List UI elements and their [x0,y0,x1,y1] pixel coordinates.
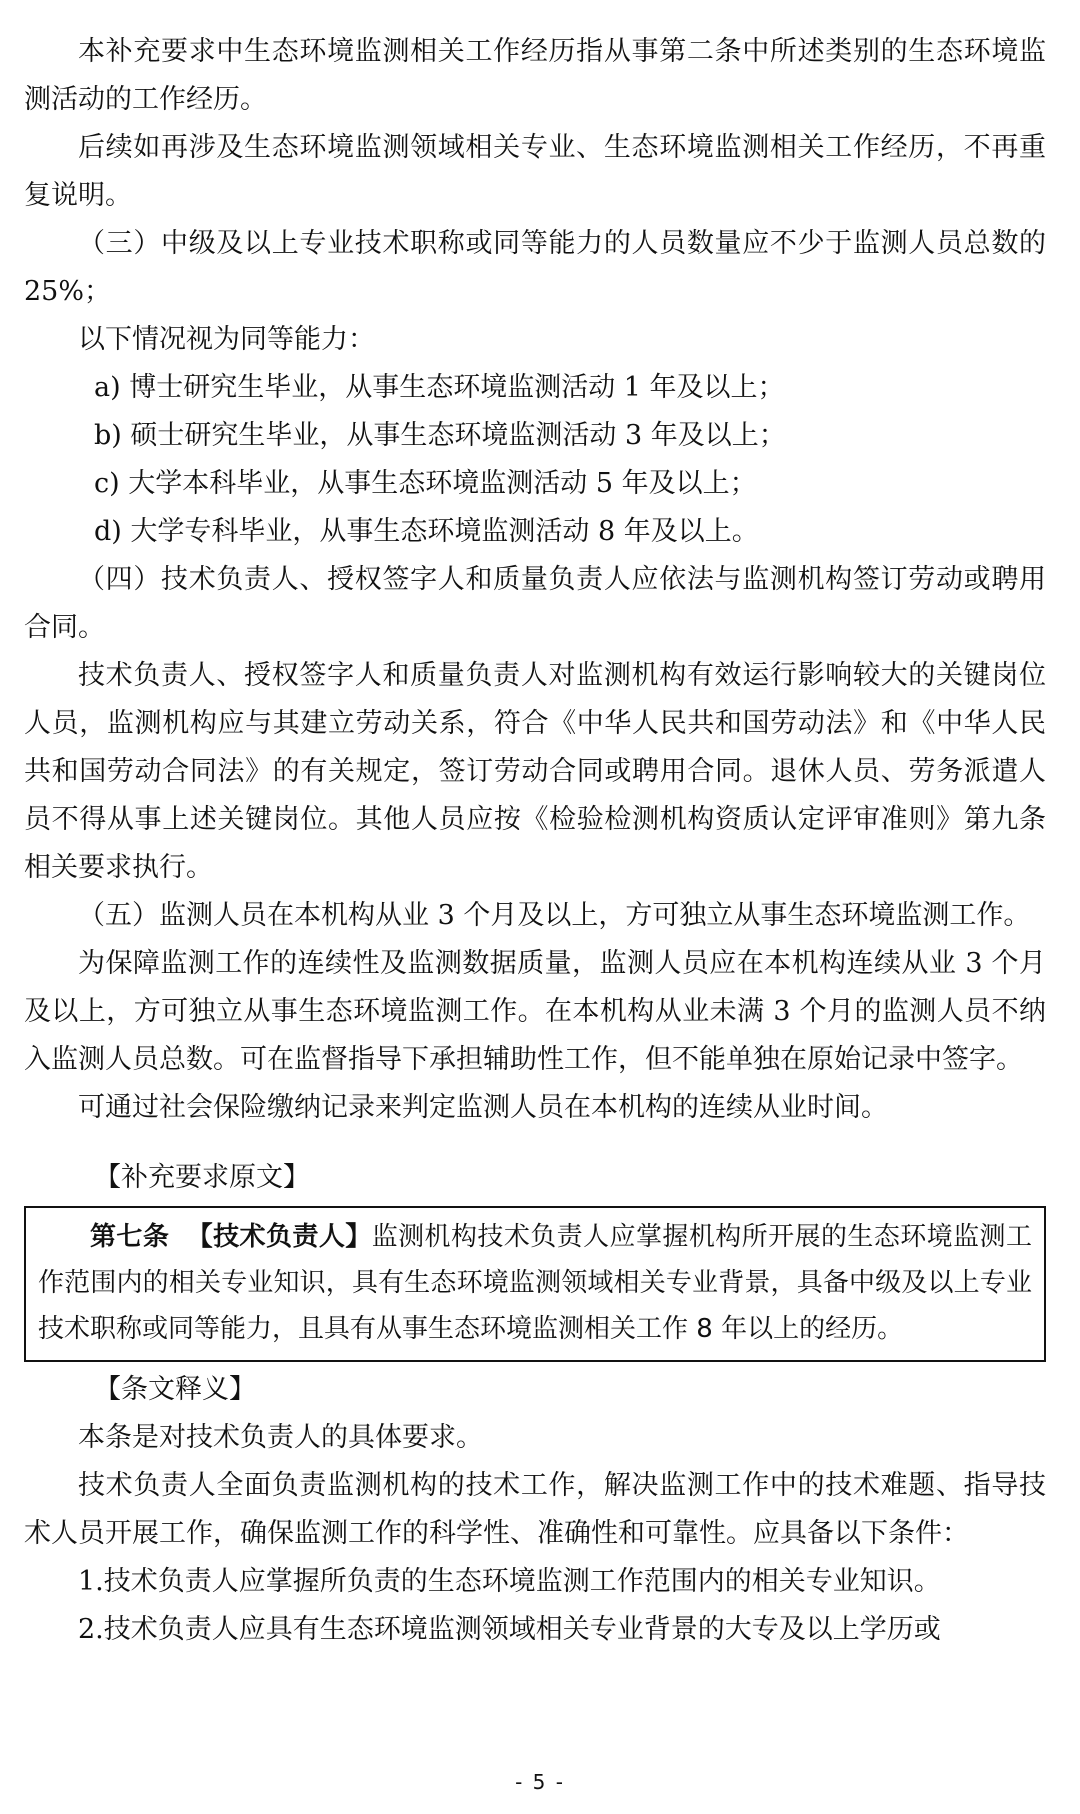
section-heading-original: 【补充要求原文】 [94,1162,310,1193]
list-item: c) 大学本科毕业，从事生态环境监测活动 5 年及以上； [94,468,757,499]
paragraph: 以下情况视为同等能力： [78,324,375,355]
boxed-article-text [38,1214,1032,1352]
paragraph: 1.技术负责人应掌握所负责的生态环境监测工作范围内的相关专业知识。 [78,1566,941,1597]
page-content [24,28,1046,1654]
paragraph: 技术负责人、授权签字人和质量负责人对监测机构有效运行影响较大的关键岗位人员，监测机构应与其建立劳动关系，符合《中华人民共和国劳动法》和《中华人民共和国劳动合同法》的有关规定，签订劳动合同或聘用合同。退休人员、劳务派遣人员不得从事上述关键岗位。其他人员应按《检验检测机构资质认定评审准则》第九条相关要求执行。 [24,660,1046,883]
list-item: b) 硕士研究生毕业，从事生态环境监测活动 3 年及以上； [94,420,786,451]
paragraph: 为保障监测工作的连续性及监测数据质量，监测人员应在本机构连续从业 3 个月及以上，方可独立从事生态环境监测工作。在本机构从业未满 3 个月的监测人员不纳入监测人员总数。可在监督指导下承担辅助性工作，但不能单独在原始记录中签字。 [24,948,1046,1075]
page-number: - 5 - [515,1770,565,1794]
paragraph: 可通过社会保险缴纳记录来判定监测人员在本机构的连续从业时间。 [78,1092,888,1123]
article-title: 【技术负责人】 [186,1222,372,1252]
paragraph: （五）监测人员在本机构从业 3 个月及以上，方可独立从事生态环境监测工作。 [78,900,1031,931]
paragraph: （三）中级及以上专业技术职称或同等能力的人员数量应不少于监测人员总数的 25%； [24,228,1046,307]
list-item: d) 大学专科毕业，从事生态环境监测活动 8 年及以上。 [94,516,759,547]
boxed-article [24,1206,1046,1362]
paragraph: 技术负责人全面负责监测机构的技术工作，解决监测工作中的技术难题、指导技术人员开展工作，确保监测工作的科学性、准确性和可靠性。应具备以下条件： [24,1470,1046,1549]
section-heading-interpretation: 【条文释义】 [94,1374,256,1405]
list-item: a) 博士研究生毕业，从事生态环境监测活动 1 年及以上； [94,372,785,403]
paragraph: 本条是对技术负责人的具体要求。 [78,1422,483,1453]
article-number: 第七条 [90,1222,170,1252]
paragraph: 后续如再涉及生态环境监测领域相关专业、生态环境监测相关工作经历，不再重复说明。 [24,132,1046,211]
article-body: 监测机构技术负责人应掌握机构所开展的生态环境监测工作范围内的相关专业知识，具有生态环境监测领域相关专业背景，具备中级及以上专业技术职称或同等能力，且具有从事生态环境监测相关工作 8 年以上的经历。 [38,1222,1032,1344]
paragraph: 本补充要求中生态环境监测相关工作经历指从事第二条中所述类别的生态环境监测活动的工作经历。 [24,36,1046,115]
paragraph: （四）技术负责人、授权签字人和质量负责人应依法与监测机构签订劳动或聘用合同。 [24,564,1046,643]
paragraph: 2.技术负责人应具有生态环境监测领域相关专业背景的大专及以上学历或 [78,1614,941,1645]
